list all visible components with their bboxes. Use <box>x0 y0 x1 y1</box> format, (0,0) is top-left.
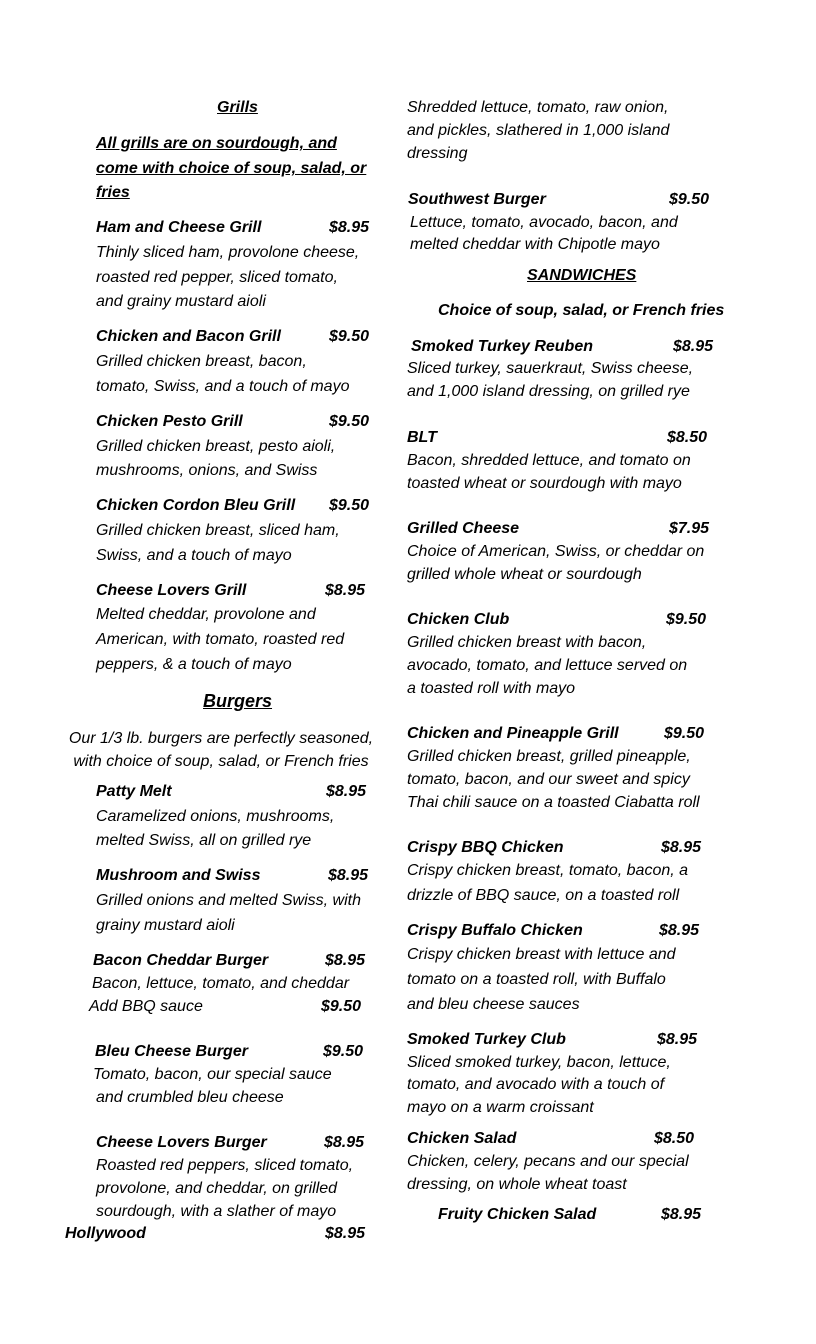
menu-item-desc: Sliced smoked turkey, bacon, lettuce, <box>407 1054 671 1071</box>
menu-item-price: $8.95 <box>325 1225 366 1242</box>
menu-item-desc: Grilled chicken breast, bacon, <box>96 353 307 370</box>
menu-item-price: $8.95 <box>329 219 370 236</box>
menu-item-desc: avocado, tomato, and lettuce served on <box>407 657 688 674</box>
menu-item-desc: Shredded lettuce, tomato, raw onion, <box>407 99 669 116</box>
menu-item-desc: dressing, on whole wheat toast <box>407 1176 627 1193</box>
menu-item-desc: Grilled onions and melted Swiss, with <box>96 892 362 909</box>
burgers-intro-line: with choice of soup, salad, or French fries <box>73 753 369 770</box>
menu-item-name: BLT <box>407 429 437 446</box>
menu-item-desc: Grilled chicken breast, grilled pineapple, <box>407 748 691 765</box>
menu-item-desc: provolone, and cheddar, on grilled <box>96 1180 338 1197</box>
menu-item-desc: Bacon, shredded lettuce, and tomato on <box>407 452 691 469</box>
menu-item-desc: melted Swiss, all on grilled rye <box>96 832 312 849</box>
menu-item-name: Chicken Club <box>407 611 510 628</box>
menu-item-price: $8.95 <box>324 1134 365 1151</box>
menu-item-desc: Crispy chicken breast with lettuce and <box>407 946 676 963</box>
menu-item-desc: toasted wheat or sourdough with mayo <box>407 475 682 492</box>
menu-item-price: $7.95 <box>669 520 710 537</box>
menu-item-price: $8.95 <box>657 1031 698 1048</box>
menu-item-price: $9.50 <box>329 497 370 514</box>
menu-item-desc: Sliced turkey, sauerkraut, Swiss cheese, <box>407 360 694 377</box>
menu-item-name: Chicken Cordon Bleu Grill <box>96 497 296 514</box>
menu-item-desc: Chicken, celery, pecans and our special <box>407 1153 689 1170</box>
menu-item-desc: melted cheddar with Chipotle mayo <box>410 236 660 253</box>
menu-item-desc: Lettuce, tomato, avocado, bacon, and <box>410 214 678 231</box>
sandwiches-intro: Choice of soup, salad, or French fries <box>438 302 725 319</box>
menu-item-desc: Grilled chicken breast, sliced ham, <box>96 522 340 539</box>
menu-item-addon: Add BBQ sauce <box>89 998 203 1015</box>
menu-item-name: Smoked Turkey Reuben <box>411 338 593 355</box>
menu-item-price: $8.95 <box>325 952 366 969</box>
menu-item-name: Crispy Buffalo Chicken <box>407 922 583 939</box>
menu-item-name: Southwest Burger <box>408 191 546 208</box>
menu-item-desc: Roasted red peppers, sliced tomato, <box>96 1157 354 1174</box>
menu-item-name: Fruity Chicken Salad <box>438 1206 597 1223</box>
menu-item-desc: grilled whole wheat or sourdough <box>407 566 642 583</box>
menu-item-price: $8.95 <box>659 922 700 939</box>
menu-item-name: Cheese Lovers Grill <box>96 582 247 599</box>
menu-item-desc: sourdough, with a slather of mayo <box>96 1203 337 1220</box>
menu-item-desc: tomato, bacon, and our sweet and spicy <box>407 771 690 788</box>
menu-item-name: Chicken Pesto Grill <box>96 413 243 430</box>
menu-item-desc: tomato on a toasted roll, with Buffalo <box>407 971 666 988</box>
menu-item-desc: Grilled chicken breast with bacon, <box>407 634 647 651</box>
menu-item-desc: and grainy mustard aioli <box>96 293 266 310</box>
menu-item-price: $8.95 <box>326 783 367 800</box>
menu-item-addon-price: $9.50 <box>321 998 362 1015</box>
menu-item-desc: drizzle of BBQ sauce, on a toasted roll <box>407 887 680 904</box>
menu-item-desc: American, with tomato, roasted red <box>96 631 345 648</box>
burgers-intro-line: Our 1/3 lb. burgers are perfectly seasoned, <box>68 730 374 747</box>
menu-item-desc: and crumbled bleu cheese <box>96 1089 284 1106</box>
menu-item-desc: Swiss, and a touch of mayo <box>96 547 292 564</box>
menu-item-desc: mushrooms, onions, and Swiss <box>96 462 318 479</box>
menu-item-desc: peppers, & a touch of mayo <box>96 656 292 673</box>
menu-item-desc: tomato, Swiss, and a touch of mayo <box>96 378 350 395</box>
menu-item-price: $8.50 <box>654 1130 695 1147</box>
menu-item-desc: Grilled chicken breast, pesto aioli, <box>96 438 336 455</box>
grills-intro-line: fries <box>96 184 130 201</box>
menu-item-price: $8.95 <box>328 867 369 884</box>
menu-item-name: Chicken and Bacon Grill <box>96 328 281 345</box>
menu-item-name: Hollywood <box>65 1225 146 1242</box>
menu-item-price: $9.50 <box>666 611 707 628</box>
menu-item-name: Bleu Cheese Burger <box>95 1043 248 1060</box>
menu-item-desc: Bacon, lettuce, tomato, and cheddar <box>92 975 350 992</box>
grills-intro-line: come with choice of soup, salad, or <box>96 160 367 177</box>
menu-item-desc: Thinly sliced ham, provolone cheese, <box>96 244 360 261</box>
menu-item-name: Grilled Cheese <box>407 520 520 537</box>
menu-item-price: $8.95 <box>661 839 702 856</box>
menu-item-desc: mayo on a warm croissant <box>407 1099 594 1116</box>
menu-item-desc: tomato, and avocado with a touch of <box>407 1076 665 1093</box>
menu-item-desc: and bleu cheese sauces <box>407 996 580 1013</box>
menu-item-desc: grainy mustard aioli <box>96 917 235 934</box>
menu-item-name: Mushroom and Swiss <box>96 867 261 884</box>
menu-item-desc: Choice of American, Swiss, or cheddar on <box>407 543 705 560</box>
sandwiches-heading: SANDWICHES <box>527 267 637 284</box>
menu-item-name: Smoked Turkey Club <box>407 1031 566 1048</box>
menu-item-price: $9.50 <box>329 328 370 345</box>
menu-item-desc: Melted cheddar, provolone and <box>96 606 316 623</box>
menu-item-price: $8.50 <box>667 429 708 446</box>
menu-item-price: $9.50 <box>329 413 370 430</box>
menu-item-desc: Caramelized onions, mushrooms, <box>96 808 335 825</box>
menu-item-price: $9.50 <box>669 191 710 208</box>
menu-item-desc: and pickles, slathered in 1,000 island <box>407 122 670 139</box>
menu-item-price: $8.95 <box>661 1206 702 1223</box>
menu-item-price: $8.95 <box>673 338 714 355</box>
menu-item-desc: Crispy chicken breast, tomato, bacon, a <box>407 862 689 879</box>
menu-item-name: Bacon Cheddar Burger <box>93 952 269 969</box>
burgers-heading: Burgers <box>203 691 273 711</box>
menu-item-desc: and 1,000 island dressing, on grilled rye <box>407 383 690 400</box>
menu-item-name: Chicken and Pineapple Grill <box>407 725 619 742</box>
menu-item-name: Crispy BBQ Chicken <box>407 839 564 856</box>
menu-item-desc: a toasted roll with mayo <box>407 680 576 697</box>
menu-item-name: Ham and Cheese Grill <box>96 219 262 236</box>
menu-item-name: Patty Melt <box>96 783 172 800</box>
menu-item-price: $9.50 <box>664 725 705 742</box>
menu-item-name: Cheese Lovers Burger <box>96 1134 267 1151</box>
menu-item-desc: roasted red pepper, sliced tomato, <box>96 269 338 286</box>
menu-item-name: Chicken Salad <box>407 1130 517 1147</box>
menu-item-desc: Tomato, bacon, our special sauce <box>93 1066 332 1083</box>
grills-heading: Grills <box>217 99 258 116</box>
menu-item-price: $8.95 <box>325 582 366 599</box>
grills-intro-line: All grills are on sourdough, and <box>96 135 337 152</box>
menu-item-price: $9.50 <box>323 1043 364 1060</box>
menu-item-desc: Thai chili sauce on a toasted Ciabatta roll <box>407 794 700 811</box>
menu-item-desc: dressing <box>407 145 468 162</box>
